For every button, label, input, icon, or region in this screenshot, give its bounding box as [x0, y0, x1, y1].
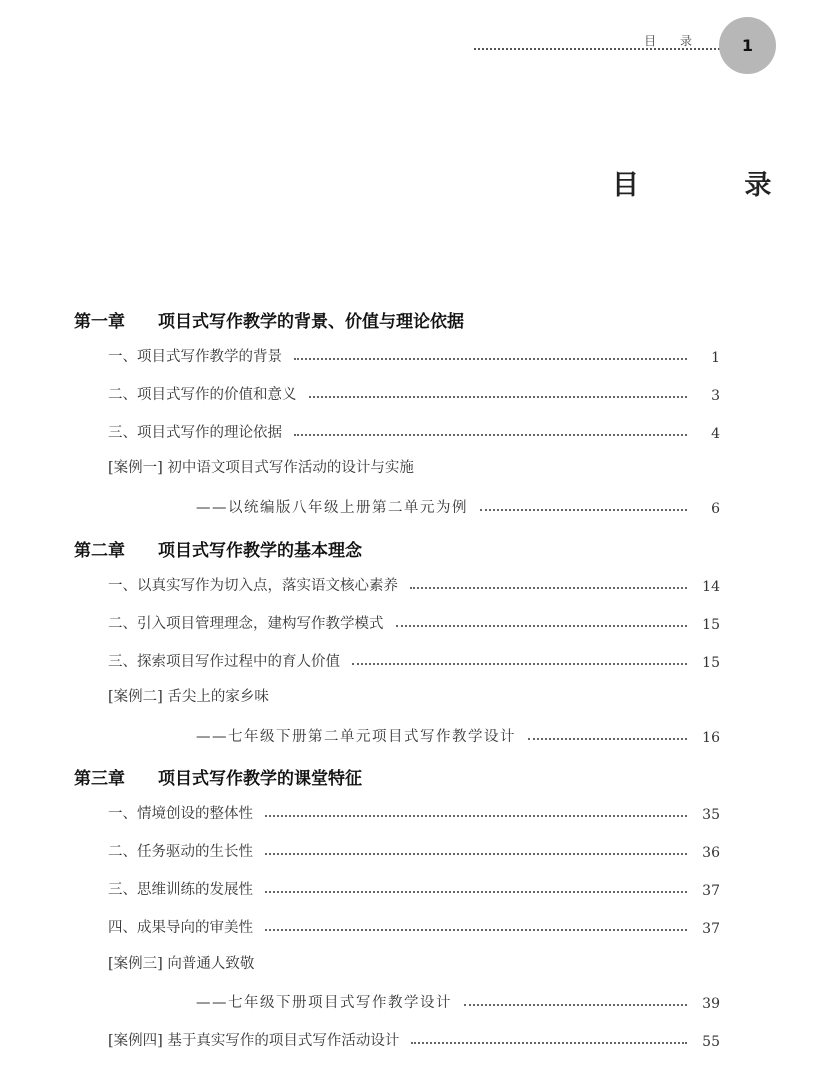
- entry-label: 二、引入项目管理理念，建构写作教学模式: [108, 616, 384, 632]
- chapter-number: 第二章: [74, 541, 125, 561]
- dot-leader: [411, 1042, 687, 1044]
- chapter-heading[interactable]: [74, 536, 362, 561]
- dot-leader: [480, 509, 687, 511]
- case-label[interactable]: [案例三] 向普通人致敬: [108, 956, 255, 972]
- entry-page: 15: [702, 655, 720, 671]
- entry-label: 三、项目式写作的理论依据: [108, 425, 282, 441]
- entry-label: ——以统编版八年级上册第二单元为例: [196, 500, 468, 516]
- entry-page: 37: [702, 921, 720, 937]
- entry-label: 一、情境创设的整体性: [108, 806, 253, 822]
- chapter-heading[interactable]: [74, 307, 464, 332]
- entry-page: 1: [711, 350, 720, 366]
- entry-page: 35: [702, 807, 720, 823]
- dot-leader: [528, 738, 687, 740]
- chapter-title: 项目式写作教学的课堂特征: [158, 769, 362, 789]
- entry-page: 37: [702, 883, 720, 899]
- toc-entry[interactable]: [108, 799, 720, 823]
- entry-label: [案例四] 基于真实写作的项目式写作活动设计: [108, 1033, 400, 1049]
- entry-label: 三、探索项目写作过程中的育人价值: [108, 654, 340, 670]
- entry-page: 15: [702, 617, 720, 633]
- dot-leader: [265, 891, 687, 893]
- dot-leader: [396, 625, 688, 627]
- entry-page: 14: [702, 579, 720, 595]
- dot-leader: [410, 587, 687, 589]
- chapter-number: 第一章: [74, 312, 125, 332]
- running-title: 目 录: [644, 34, 702, 48]
- toc-entry[interactable]: [108, 609, 720, 633]
- entry-label: 二、任务驱动的生长性: [108, 844, 253, 860]
- toc-entry-subtitle[interactable]: [196, 722, 720, 746]
- toc-entry[interactable]: [108, 571, 720, 595]
- page-number-badge: [719, 17, 776, 74]
- dot-leader: [265, 815, 687, 817]
- entry-page: 6: [711, 501, 720, 517]
- chapter-number: 第三章: [74, 769, 125, 789]
- entry-label: ——七年级下册第二单元项目式写作教学设计: [196, 729, 516, 745]
- dot-leader: [464, 1004, 687, 1006]
- entry-label: ——七年级下册项目式写作教学设计: [196, 995, 452, 1011]
- entry-page: 55: [702, 1034, 720, 1050]
- entry-page: 36: [702, 845, 720, 861]
- entry-label: 四、成果导向的审美性: [108, 920, 253, 936]
- entry-page: 39: [702, 996, 720, 1012]
- entry-label: 一、项目式写作教学的背景: [108, 349, 282, 365]
- toc-entry[interactable]: [108, 875, 720, 899]
- header-dotted-rule: [474, 48, 760, 50]
- toc-entry[interactable]: [108, 342, 720, 366]
- chapter-title: 项目式写作教学的背景、价值与理论依据: [158, 312, 464, 332]
- running-header: [474, 28, 760, 50]
- page-number: 1: [741, 36, 754, 55]
- toc-entry[interactable]: [108, 380, 720, 404]
- toc-entry[interactable]: [108, 1026, 720, 1050]
- chapter-title: 项目式写作教学的基本理念: [158, 541, 362, 561]
- toc-entry[interactable]: [108, 913, 720, 937]
- case-label[interactable]: [案例二] 舌尖上的家乡味: [108, 689, 269, 705]
- dot-leader: [294, 358, 687, 360]
- case-label[interactable]: [案例一] 初中语文项目式写作活动的设计与实施: [108, 460, 414, 476]
- entry-page: 3: [711, 388, 720, 404]
- page-title: 目 录: [612, 170, 819, 201]
- dot-leader: [352, 663, 687, 665]
- dot-leader: [294, 434, 687, 436]
- toc-entry[interactable]: [108, 647, 720, 671]
- toc-entry-subtitle[interactable]: [196, 988, 720, 1012]
- chapter-heading[interactable]: [74, 764, 362, 789]
- dot-leader: [265, 853, 687, 855]
- dot-leader: [309, 396, 688, 398]
- entry-page: 4: [711, 426, 720, 442]
- toc-entry[interactable]: [108, 837, 720, 861]
- entry-label: 二、项目式写作的价值和意义: [108, 387, 297, 403]
- toc-entry[interactable]: [108, 418, 720, 442]
- entry-page: 16: [702, 730, 720, 746]
- entry-label: 三、思维训练的发展性: [108, 882, 253, 898]
- dot-leader: [265, 929, 687, 931]
- entry-label: 一、以真实写作为切入点，落实语文核心素养: [108, 578, 398, 594]
- toc-entry-subtitle[interactable]: [196, 493, 720, 517]
